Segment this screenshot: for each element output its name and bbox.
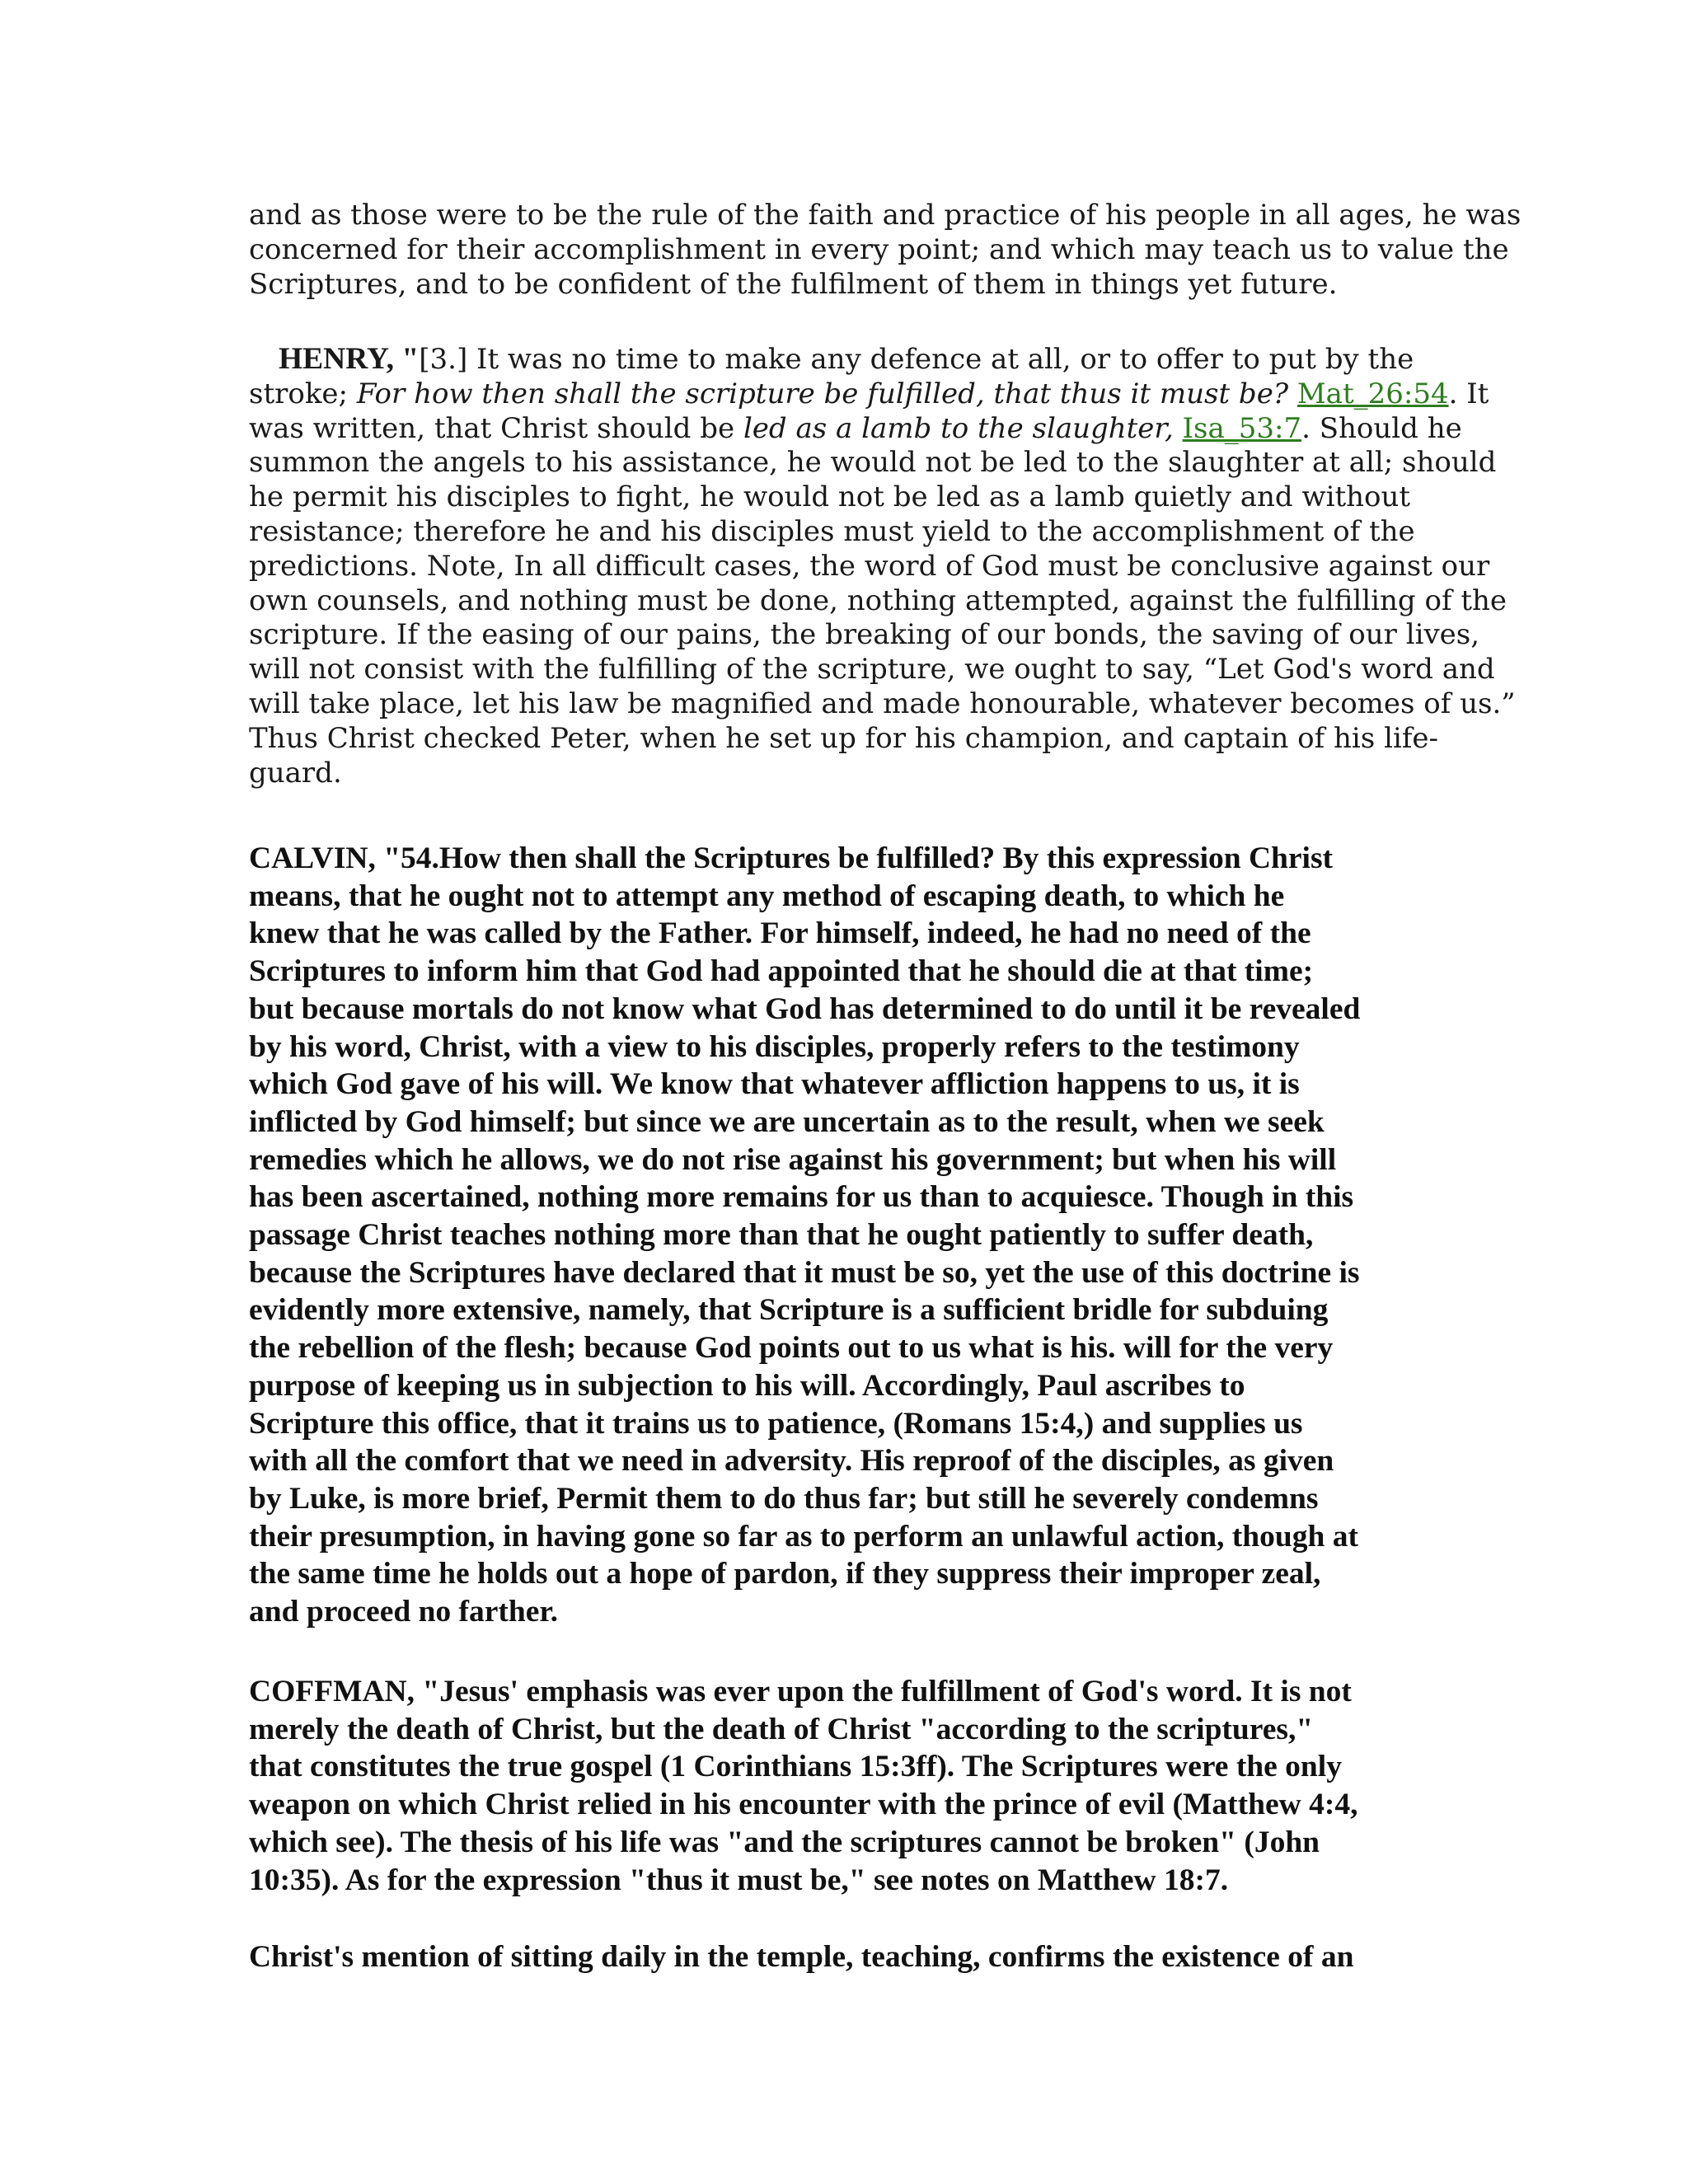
text-line: because the Scriptures have declared that it must be so, yet the use of this doctrine is bbox=[249, 1255, 1360, 1290]
text-line: weapon on which Christ relied in his encounter with the prince of evil (Matthew 4:4, bbox=[249, 1788, 1358, 1822]
text-line: purpose of keeping us in subjection to his will. Accordingly, Paul ascribes to bbox=[249, 1368, 1245, 1403]
text-line: Scriptures to inform him that God had appointed that he should die at that time; bbox=[249, 954, 1314, 989]
italic-quote: led as a lamb to the slaughter, bbox=[743, 411, 1174, 445]
text-span: . It bbox=[1448, 377, 1489, 410]
text-line: scripture. If the easing of our pains, the breaking of our bonds, the saving of our lives, bbox=[249, 618, 1480, 652]
text-line: with all the comfort that we need in adversity. His reproof of the disciples, as given bbox=[249, 1444, 1334, 1479]
italic-quote: For how then shall the scripture be fulfilled, that thus it must be? bbox=[356, 377, 1289, 410]
text-line: their presumption, in having gone so far as to perform an unlawful action, though at bbox=[249, 1519, 1358, 1554]
scripture-link-mat-26-54[interactable]: Mat_26:54 bbox=[1296, 377, 1449, 410]
text-line bbox=[249, 377, 1489, 412]
text-line: that constitutes the true gospel (1 Corinthians 15:3ff). The Scriptures were the only bbox=[249, 1750, 1342, 1784]
text-line: he permit his disciples to fight, he would not be led as a lamb quietly and without bbox=[249, 480, 1411, 514]
calvin-paragraph bbox=[249, 840, 1452, 1631]
text-line: summon the angels to his assistance, he would not be led to the slaughter at all; should bbox=[249, 446, 1497, 480]
text-line: COFFMAN, "Jesus' emphasis was ever upon the fulfillment of God's word. It is not bbox=[249, 1675, 1352, 1708]
text-line: and proceed no farther. bbox=[249, 1595, 558, 1629]
text-line: by Luke, is more brief, Permit them to do thus far; but still he severely condemns bbox=[249, 1481, 1319, 1516]
text-line: but because mortals do not know what God has determined to do until it be revealed bbox=[249, 991, 1361, 1026]
text-line: guard. bbox=[249, 756, 342, 790]
text-line: knew that he was called by the Father. For himself, indeed, he had no need of the bbox=[249, 916, 1311, 951]
closing-paragraph bbox=[249, 1938, 1452, 1976]
text-line: 10:35). As for the expression "thus it must be," see notes on Matthew 18:7. bbox=[249, 1863, 1229, 1897]
text-line: evidently more extensive, namely, that Scripture is a sufficient bridle for subduing bbox=[249, 1293, 1329, 1328]
text-line: by his word, Christ, with a view to his disciples, properly refers to the testimony bbox=[249, 1029, 1300, 1064]
henry-label: HENRY, " bbox=[279, 342, 420, 376]
intro-paragraph bbox=[249, 199, 1522, 302]
text-line bbox=[249, 411, 1462, 447]
text-span: stroke; bbox=[249, 377, 357, 410]
text-line: inflicted by God himself; but since we are uncertain as to the result, when we seek bbox=[249, 1104, 1325, 1139]
text-line: predictions. Note, In all difficult cases, the word of God must be conclusive against our bbox=[249, 549, 1490, 583]
text-line: passage Christ teaches nothing more than that he ought patiently to suffer death, bbox=[249, 1218, 1314, 1253]
text-line: the rebellion of the flesh; because God points out to us what is his. will for the very bbox=[249, 1331, 1334, 1366]
text-line: which God gave of his will. We know that whatever affliction happens to us, it is bbox=[249, 1067, 1300, 1102]
text-line: Thus Christ checked Peter, when he set up for his champion, and captain of his life- bbox=[249, 721, 1439, 755]
text-line: has been ascertained, nothing more remains for us than to acquiesce. Though in this bbox=[249, 1180, 1354, 1215]
text-line: will not consist with the fulfilling of the scripture, we ought to say, “Let God's word and bbox=[249, 653, 1495, 687]
text-line: concerned for their accomplishment in every point; and which may teach us to value the bbox=[249, 232, 1509, 266]
text-line: the same time he holds out a hope of pardon, if they suppress their improper zeal, bbox=[249, 1557, 1321, 1591]
text-line: will take place, let his law be magnified and made honourable, whatever becomes of us.” bbox=[249, 687, 1516, 720]
coffman-paragraph bbox=[249, 1673, 1452, 1899]
text-line: own counsels, and nothing must be done, nothing attempted, against the fulfilling of the bbox=[249, 583, 1507, 617]
henry-paragraph bbox=[249, 342, 1516, 790]
text-line: Scriptures, and to be confident of the fulfilment of them in things yet future. bbox=[249, 267, 1338, 301]
text-span: was written, that Christ should be bbox=[249, 411, 743, 445]
scripture-link-isa-53-7[interactable]: Isa_53:7 bbox=[1182, 411, 1302, 445]
text-line: and as those were to be the rule of the faith and practice of his people in all ages, he was bbox=[249, 199, 1522, 232]
text-line: remedies which he allows, we do not rise against his government; but when his will bbox=[249, 1142, 1337, 1177]
text-line: means, that he ought not to attempt any method of escaping death, to which he bbox=[249, 879, 1285, 913]
text-line: Christ's mention of sitting daily in the temple, teaching, confirms the existence of an bbox=[249, 1940, 1354, 1974]
text-line: merely the death of Christ, but the death of Christ "according to the scriptures," bbox=[249, 1712, 1314, 1746]
text-line: Scripture this office, that it trains us to patience, (Romans 15:4,) and supplies us bbox=[249, 1406, 1303, 1441]
henry-first-line bbox=[249, 342, 1452, 377]
text-line: CALVIN, "54.How then shall the Scriptures be fulfilled? By this expression Christ bbox=[249, 841, 1334, 875]
henry-text: [3.] It was no time to make any defence at all, or to offer to put by the bbox=[419, 343, 1414, 376]
text-span: . Should he bbox=[1301, 411, 1462, 445]
text-line: which see). The thesis of his life was "and the scriptures cannot be broken" (John bbox=[249, 1825, 1320, 1859]
text-line: resistance; therefore he and his disciples must yield to the accomplishment of the bbox=[249, 514, 1415, 548]
